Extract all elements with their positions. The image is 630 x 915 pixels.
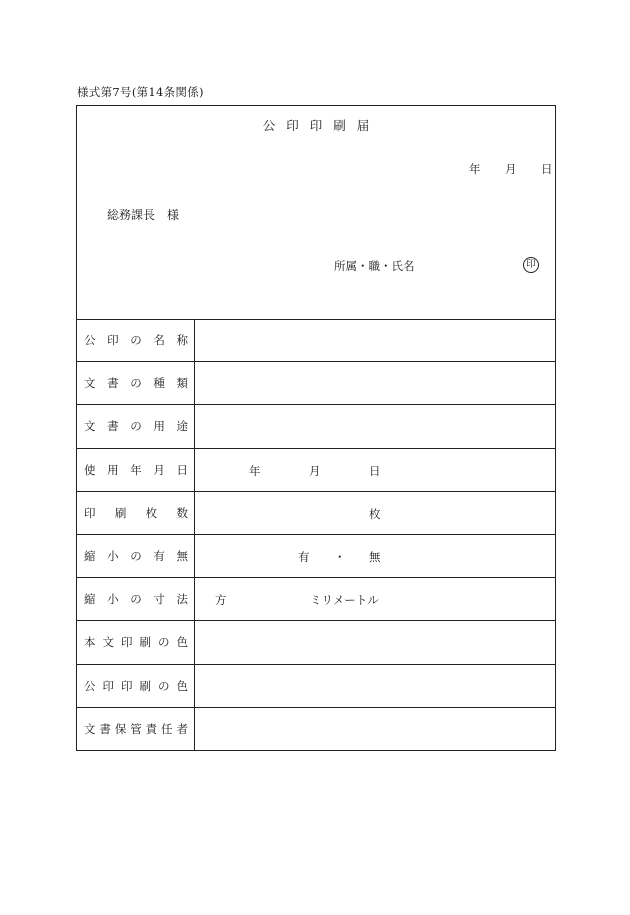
label-char: 刷	[139, 635, 151, 650]
label-char: の	[158, 678, 170, 693]
reduction-no-option[interactable]: 無	[369, 549, 381, 564]
reduction-size-unit: ミリメートル	[310, 593, 379, 608]
label-char: 刷	[139, 678, 151, 693]
label-char: 年	[130, 462, 142, 477]
label-char: 使	[84, 462, 96, 477]
label-char: 印	[102, 678, 114, 693]
header-area	[77, 106, 555, 320]
label-char: 責	[145, 722, 158, 737]
label-char: 称	[176, 333, 188, 348]
row-seal-print-color	[77, 665, 555, 708]
row-reduction-size	[77, 578, 555, 621]
seal-name-field[interactable]	[195, 319, 555, 361]
label-char: 公	[84, 678, 96, 693]
label-char: 公	[84, 333, 96, 348]
row-document-custodian	[77, 708, 555, 751]
label-char: の	[130, 376, 142, 391]
label-char: 有	[153, 549, 165, 564]
label-char: の	[130, 592, 142, 607]
label-char: 途	[176, 419, 188, 434]
label-char: 枚	[145, 505, 158, 520]
document-type-field[interactable]	[195, 362, 555, 404]
label-char: 任	[161, 722, 173, 737]
label-char: 文	[102, 635, 114, 650]
form-code: 様式第7号(第14条関係)	[77, 85, 204, 99]
row-label	[77, 535, 195, 577]
label-char: 数	[176, 505, 188, 520]
row-print-count	[77, 492, 555, 535]
label-char: 者	[176, 722, 188, 737]
reduction-yes-option[interactable]: 有	[298, 549, 310, 564]
label-char: 本	[84, 635, 96, 650]
document-purpose-field[interactable]	[195, 405, 555, 447]
label-char: 文	[84, 722, 96, 737]
document-custodian-field[interactable]	[195, 708, 555, 751]
reduction-flag-field[interactable]	[195, 535, 555, 577]
reduction-size-field[interactable]	[195, 578, 555, 620]
print-count-field[interactable]	[195, 492, 555, 534]
body-print-color-field[interactable]	[195, 621, 555, 663]
row-document-purpose	[77, 405, 555, 448]
row-label	[77, 621, 195, 663]
print-count-unit: 枚	[369, 506, 381, 521]
applicant-label: 所属・職・氏名	[334, 259, 415, 273]
label-char: の	[130, 549, 142, 564]
label-char: 寸	[153, 592, 165, 607]
row-body-print-color	[77, 621, 555, 664]
row-document-type	[77, 362, 555, 405]
seal-mark: 印	[523, 257, 539, 273]
row-label	[77, 362, 195, 404]
label-char: 書	[99, 722, 111, 737]
row-label	[77, 708, 195, 751]
usage-month-label: 月	[309, 463, 321, 478]
label-char: 無	[176, 549, 188, 564]
label-char: 法	[176, 592, 188, 607]
label-char: 月	[153, 462, 165, 477]
label-char: 小	[107, 549, 119, 564]
form-rows	[77, 319, 555, 751]
label-char: 印	[107, 333, 119, 348]
label-char: の	[130, 419, 142, 434]
label-char: 名	[153, 333, 165, 348]
row-label	[77, 449, 195, 491]
label-char: 日	[176, 462, 188, 477]
form-title: 公印印刷届	[262, 118, 381, 133]
form-frame	[76, 105, 556, 751]
row-reduction-flag	[77, 535, 555, 578]
row-label	[77, 578, 195, 620]
date-day-label: 日	[541, 162, 553, 176]
reduction-size-prefix: 方	[215, 593, 227, 608]
label-char: 管	[130, 722, 142, 737]
label-char: 保	[114, 722, 127, 737]
row-label	[77, 665, 195, 707]
row-label	[77, 319, 195, 361]
label-char: 小	[107, 592, 119, 607]
label-char: 書	[107, 376, 119, 391]
label-char: 書	[107, 419, 119, 434]
label-char: 用	[153, 419, 165, 434]
addressee-name: 総務課長	[107, 208, 156, 222]
row-label	[77, 492, 195, 534]
label-char: 文	[84, 376, 96, 391]
label-char: の	[130, 333, 142, 348]
label-char: 刷	[114, 505, 127, 520]
seal-print-color-field[interactable]	[195, 665, 555, 707]
reduction-separator: ・	[334, 549, 346, 564]
label-char: 種	[153, 376, 165, 391]
label-char: 類	[176, 376, 188, 391]
usage-day-label: 日	[369, 463, 381, 478]
usage-year-label: 年	[249, 463, 261, 478]
label-char: 印	[121, 635, 133, 650]
usage-date-field[interactable]	[195, 449, 555, 491]
row-usage-date	[77, 449, 555, 492]
addressee-honorific: 様	[167, 208, 180, 222]
date-month-label: 月	[505, 162, 517, 176]
label-char: 用	[107, 462, 119, 477]
row-seal-name	[77, 319, 555, 362]
label-char: 縮	[84, 592, 96, 607]
label-char: 色	[176, 635, 188, 650]
row-label	[77, 405, 195, 447]
label-char: 印	[84, 505, 96, 520]
label-char: 色	[176, 678, 188, 693]
addressee	[107, 206, 179, 223]
label-char: 印	[121, 678, 133, 693]
label-char: 文	[84, 419, 96, 434]
label-char: 縮	[84, 549, 96, 564]
date-year-label: 年	[469, 162, 481, 176]
label-char: の	[158, 635, 170, 650]
